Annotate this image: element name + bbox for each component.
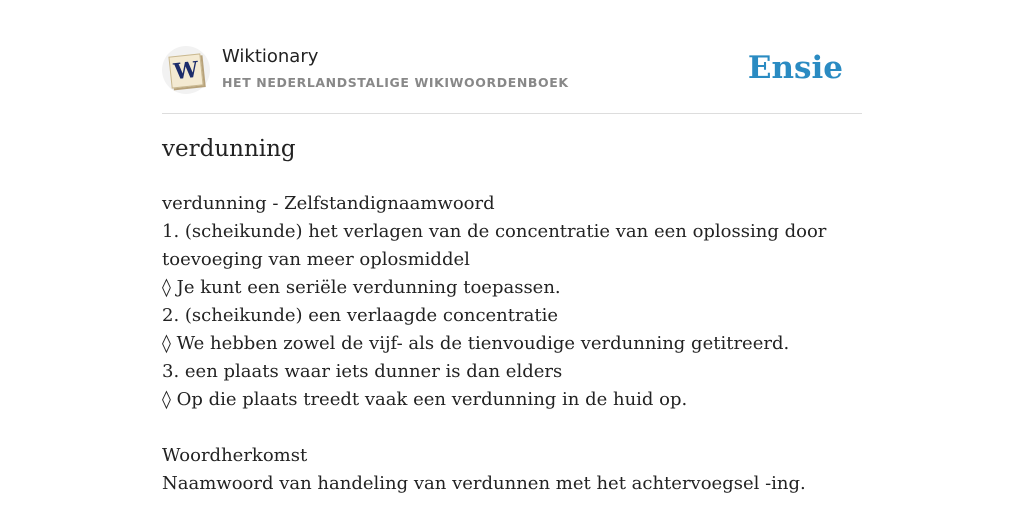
page-title: verdunning — [162, 136, 296, 162]
spacer — [162, 414, 862, 442]
headword-line: verdunning - Zelfstandignaamwoord — [162, 193, 495, 214]
definition-3-example: ◊ Op die plaats treedt vaak een verdunning in de huid op. — [162, 389, 688, 410]
definition-1-line-1: 1. (scheikunde) het verlagen van de concentratie van een oplossing door — [162, 221, 827, 242]
header-divider — [162, 113, 862, 114]
ensie-logo[interactable]: Ensie — [747, 50, 843, 86]
site-header — [162, 44, 862, 114]
definition-1-line-2: toevoeging van meer oplosmiddel — [162, 249, 470, 270]
definition-1-example: ◊ Je kunt een seriële verdunning toepassen. — [162, 277, 561, 298]
etymology-text: Naamwoord van handeling van verdunnen met het achtervoegsel -ing. — [162, 473, 806, 494]
definition-2-example: ◊ We hebben zowel de vijf- als de tienvoudige verdunning getitreerd. — [162, 333, 790, 354]
logo-tile: W — [168, 53, 203, 88]
etymology-heading: Woordherkomst — [162, 445, 308, 466]
entry-content — [162, 190, 862, 498]
definition-3: 3. een plaats waar iets dunner is dan elders — [162, 361, 563, 382]
wiktionary-logo-icon[interactable] — [162, 46, 210, 94]
site-name[interactable]: Wiktionary — [222, 46, 319, 67]
definition-2: 2. (scheikunde) een verlaagde concentratie — [162, 305, 558, 326]
site-subtitle: HET NEDERLANDSTALIGE WIKIWOORDENBOEK — [222, 75, 569, 90]
